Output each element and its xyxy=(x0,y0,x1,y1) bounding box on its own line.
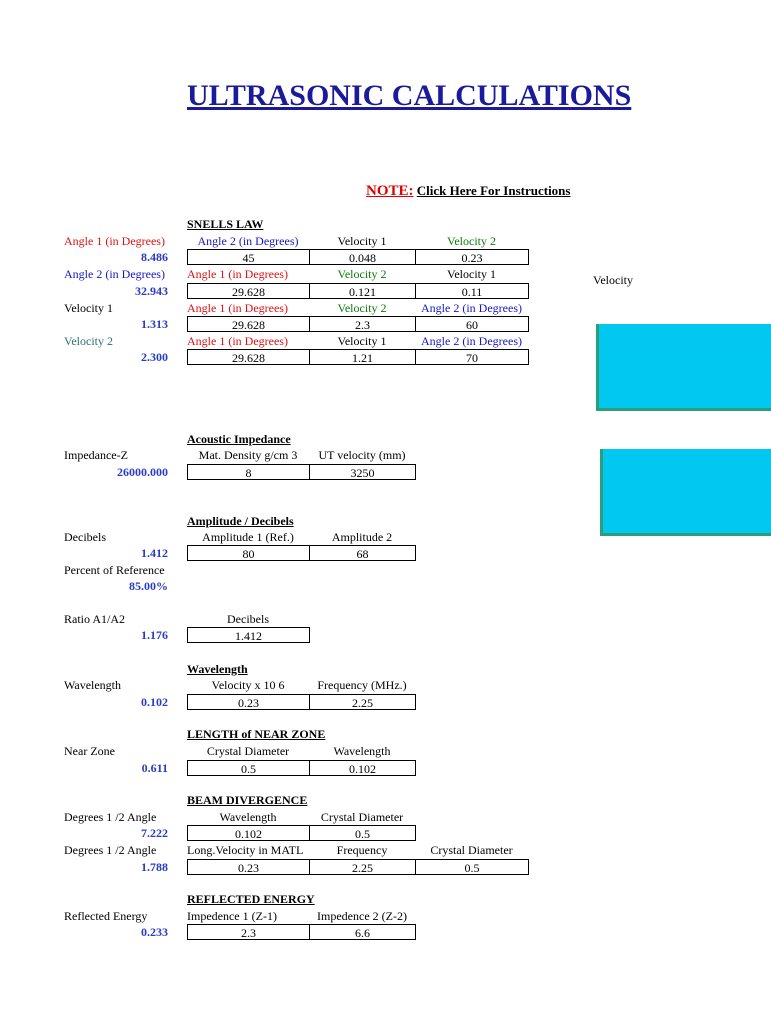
calc-label: Velocity 2 xyxy=(64,334,113,348)
input-cell[interactable]: 29.628 xyxy=(187,349,310,365)
note-label: NOTE: xyxy=(366,183,414,199)
instructions-link[interactable]: Click Here For Instructions xyxy=(416,183,571,198)
column-header: Velocity 2 xyxy=(337,301,387,315)
input-cell[interactable]: 60 xyxy=(415,316,529,332)
cyan-shape-1[interactable] xyxy=(596,324,771,411)
input-cell[interactable]: 0.5 xyxy=(415,859,529,875)
input-cell[interactable]: 2.25 xyxy=(309,694,416,710)
section-heading: Amplitude / Decibels xyxy=(187,514,294,528)
input-cell[interactable]: 0.121 xyxy=(309,283,416,299)
input-cell[interactable]: 0.23 xyxy=(415,249,529,265)
column-header: UT velocity (mm) xyxy=(318,448,406,462)
calc-label: Wavelength xyxy=(64,678,122,692)
calc-result: 1.412 xyxy=(141,546,168,560)
column-header: Frequency xyxy=(336,843,388,857)
input-cell[interactable]: 6.6 xyxy=(309,924,416,940)
column-header: Frequency (MHz.) xyxy=(317,678,407,692)
input-cell[interactable]: 68 xyxy=(309,545,416,561)
column-header: Crystal Diameter xyxy=(430,843,513,857)
column-header: Decibels xyxy=(227,612,269,626)
column-header: Velocity 1 xyxy=(447,267,496,281)
calc-label: Angle 2 (in Degrees) xyxy=(64,267,165,281)
calc-label: Ratio A1/A2 xyxy=(64,612,126,626)
calc-result: 1.788 xyxy=(141,860,168,874)
column-header: Angle 1 (in Degrees) xyxy=(187,301,288,315)
input-cell[interactable]: 1.412 xyxy=(187,627,310,643)
note-line xyxy=(366,182,570,200)
input-cell[interactable]: 0.23 xyxy=(187,859,310,875)
input-cell[interactable]: 80 xyxy=(187,545,310,561)
section-heading: Acoustic Impedance xyxy=(187,432,291,446)
section-heading: Wavelength xyxy=(187,662,248,676)
calc-result: 26000.000 xyxy=(117,465,168,479)
column-header: Velocity 1 xyxy=(337,334,387,348)
input-cell[interactable]: 0.11 xyxy=(415,283,529,299)
section-heading: LENGTH of NEAR ZONE xyxy=(187,727,326,741)
input-cell[interactable]: 0.5 xyxy=(309,825,416,841)
calc-label: Near Zone xyxy=(64,744,115,758)
column-header: Impedence 2 (Z-2) xyxy=(317,909,407,923)
column-header: Impedence 1 (Z-1) xyxy=(187,909,277,923)
column-header: Wavelength xyxy=(333,744,391,758)
calc-label: Velocity 1 xyxy=(64,301,113,315)
calc-result: 1.176 xyxy=(141,628,168,642)
column-header: Crystal Diameter xyxy=(320,810,404,824)
calc-result: 8.486 xyxy=(141,250,168,264)
calc-label: Decibels xyxy=(64,530,106,544)
calc-result: 1.313 xyxy=(141,317,168,331)
calc-label: Degrees 1 /2 Angle xyxy=(64,843,157,857)
column-header: Amplitude 1 (Ref.) xyxy=(202,530,294,544)
column-header: Angle 1 (in Degrees) xyxy=(187,267,288,281)
column-header: Velocity x 10 6 xyxy=(211,678,285,692)
column-header: Angle 2 (in Degrees) xyxy=(421,301,522,315)
column-header: Angle 1 (in Degrees) xyxy=(187,334,288,348)
calc-label: Reflected Energy xyxy=(64,909,148,923)
input-cell[interactable]: 29.628 xyxy=(187,283,310,299)
input-cell[interactable]: 3250 xyxy=(309,464,416,480)
column-header: Angle 2 (in Degrees) xyxy=(197,234,299,248)
input-cell[interactable]: 0.5 xyxy=(187,760,310,776)
section-heading: REFLECTED ENERGY xyxy=(187,892,315,906)
cyan-shape-2[interactable] xyxy=(600,449,771,536)
input-cell[interactable]: 0.048 xyxy=(309,249,416,265)
page-title: ULTRASONIC CALCULATIONS xyxy=(187,79,632,112)
input-cell[interactable]: 0.102 xyxy=(187,825,310,841)
column-header: Wavelength xyxy=(219,810,277,824)
column-header: Velocity 2 xyxy=(337,267,387,281)
input-cell[interactable]: 2.3 xyxy=(309,316,416,332)
input-cell[interactable]: 29.628 xyxy=(187,316,310,332)
input-cell[interactable]: 8 xyxy=(187,464,310,480)
calc-result: 32.943 xyxy=(135,284,168,298)
calc-result: 85.00% xyxy=(129,579,168,593)
input-cell[interactable]: 2.3 xyxy=(187,924,310,940)
input-cell[interactable]: 0.23 xyxy=(187,694,310,710)
calc-label: Impedance-Z xyxy=(64,448,128,462)
column-header: Amplitude 2 xyxy=(331,530,393,544)
column-header: Angle 2 (in Degrees) xyxy=(421,334,522,348)
input-cell[interactable]: 0.102 xyxy=(309,760,416,776)
calc-label: Angle 1 (in Degrees) xyxy=(64,234,165,248)
input-cell[interactable]: 2.25 xyxy=(309,859,416,875)
section-heading: SNELLS LAW xyxy=(187,217,264,231)
calc-result: 0.611 xyxy=(141,761,168,775)
input-cell[interactable]: 70 xyxy=(415,349,529,365)
calc-result: 0.233 xyxy=(141,925,168,939)
column-header: Crystal Diameter xyxy=(206,744,290,758)
column-header: Long.Velocity in MATL xyxy=(187,843,304,857)
input-cell[interactable]: 1.21 xyxy=(309,349,416,365)
calc-result: 0.102 xyxy=(141,695,168,709)
calc-result: 2.300 xyxy=(141,350,168,364)
column-header: Mat. Density g/cm 3 xyxy=(198,448,298,462)
column-header: Velocity 2 xyxy=(447,234,496,248)
calc-result: 7.222 xyxy=(141,826,168,840)
calc-label: Percent of Reference xyxy=(64,563,165,577)
calc-label: Degrees 1 /2 Angle xyxy=(64,810,157,824)
side-label: Velocity xyxy=(593,273,633,287)
input-cell[interactable]: 45 xyxy=(187,249,310,265)
section-heading: BEAM DIVERGENCE xyxy=(187,793,308,807)
column-header: Velocity 1 xyxy=(337,234,387,248)
